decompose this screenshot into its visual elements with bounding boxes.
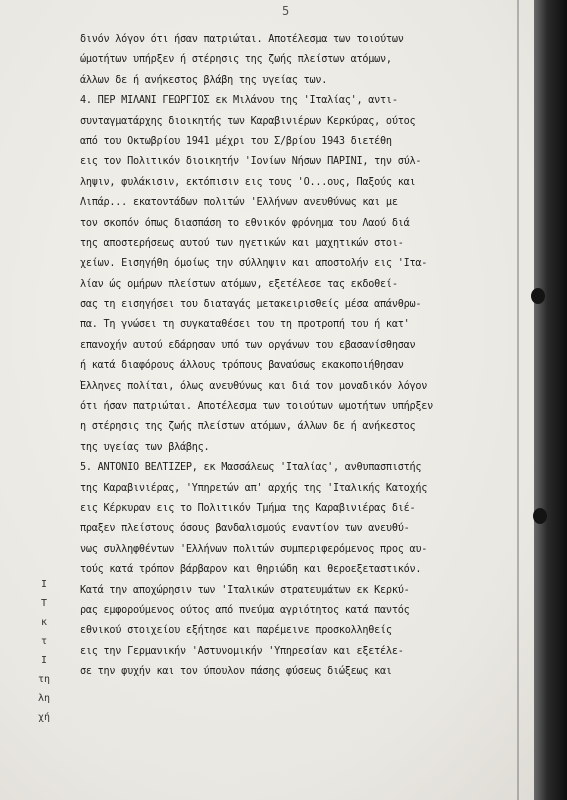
text-line: της αποστερήσεως αυτού των ηγετικών και μαχητικών στοι- xyxy=(80,237,404,249)
margin-note: Τ xyxy=(40,598,48,609)
margin-note: χή xyxy=(37,712,51,723)
text-line: τούς κατά τρόπον βάρβαρον και θηριώδη και θεροεξεταστικόν. xyxy=(80,564,422,576)
page-number: 5 xyxy=(282,4,290,18)
text-line: εις τον Πολιτικόν διοικητήν 'Ιονίων Νήσων ΠΑΡΙΝΙ, την σύλ- xyxy=(80,156,422,168)
text-line: της υγείας των βλάβης. xyxy=(80,441,210,453)
text-line: νως συλληφθέντων 'Ελλήνων πολιτών συμπεριφερόμενος προς αυ- xyxy=(80,543,428,555)
document-body xyxy=(80,30,500,683)
text-line: η στέρησις της ζωής πλείστων ατόμων, άλλων δε ή ανήκεστος xyxy=(80,421,416,433)
margin-note: κ xyxy=(40,617,48,628)
text-line: πα. Τη γνώσει τη συγκαταθέσει του τη προτροπή του ή κατ' xyxy=(80,319,410,331)
text-line: εθνικού στοιχείου εξήτησε και παρέμεινε προσκολληθείς xyxy=(80,625,392,637)
margin-note: λη xyxy=(37,693,51,704)
text-line: της Καραβινιέρας, 'Υπηρετών απ' αρχής της 'Ιταλικής Κατοχής xyxy=(80,482,428,494)
text-line: άλλων δε ή ανήκεστος βλάβη της υγείας των. xyxy=(80,74,328,86)
margin-note: Ι xyxy=(40,655,48,666)
text-line: πραξεν πλείστους όσους βανδαλισμούς εναντίον των ανευθύ- xyxy=(80,523,410,535)
scan-fold-line xyxy=(517,0,519,800)
text-line: εις την Γερμανικήν 'Αστυνομικήν 'Υπηρεσίαν και εξετέλε- xyxy=(80,645,404,657)
text-line: Έλληνες πολίται, όλως ανευθύνως και διά τον μοναδικόν λόγον xyxy=(80,380,428,392)
margin-note: Ι xyxy=(40,579,48,590)
text-line: σας τη εισηγήσει του διαταγάς μετακειρισθείς μέσα απάνθρω- xyxy=(80,299,422,311)
text-line: ώμοτήτων υπήρξεν ή στέρησις της ζωής πλείστων ατόμων, xyxy=(80,54,392,66)
text-line: 4. ΠΕΡ ΜΙΛΑΝΙ ΓΕΩΡΓΙΟΣ εκ Μιλάνου της 'Ιταλίας', αντι- xyxy=(80,95,398,107)
scan-edge xyxy=(534,0,567,800)
text-line: Κατά την αποχώρησιν των 'Ιταλικών στρατευμάτων εκ Κερκύ- xyxy=(80,584,410,596)
text-line: χείων. Εισηγήθη όμοίως την σύλληψιν και αποστολήν εις 'Ιτα- xyxy=(80,258,428,270)
text-line: τον σκοπόν όπως διασπάση το εθνικόν φρόνημα του Λαού διά xyxy=(80,217,410,229)
text-line: από του Οκτωβρίου 1941 μέχρι του Σ/βρίου 1943 διετέθη xyxy=(80,135,392,147)
punch-hole xyxy=(533,508,547,524)
text-line: ληψιν, φυλάκισιν, εκτόπισιν εις τους 'Ο...ους, Παξούς και xyxy=(80,176,416,188)
text-line: σε την φυχήν και τον ύπουλον πάσης φύσεως διώξεως και xyxy=(80,666,392,678)
text-line: ή κατά διαφόρους άλλους τρόπους βαναύσως εκακοποιήθησαν xyxy=(80,360,404,372)
text-line: εις Κέρκυραν εις το Πολιτικόν Τμήμα της Καραβινιέρας διέ- xyxy=(80,502,416,514)
margin-notes xyxy=(36,575,52,727)
text-line: Λιπάρ... εκατοντάδων πολιτών 'Ελλήνων ανευθύνως και με xyxy=(80,197,398,209)
text-line: επανοχήν αυτού εδάρησαν υπό των οργάνων του εβασανίσθησαν xyxy=(80,339,416,351)
text-line: δινόν λόγον ότι ήσαν πατριώται. Αποτέλεσμα των τοιούτων xyxy=(80,34,404,45)
punch-hole xyxy=(531,288,545,304)
margin-note: τη xyxy=(37,674,51,685)
text-line: 5. ΑΝΤΟΝΙΟ ΒΕΛΤΙΖΕΡ, εκ Μασσάλεως 'Ιταλίας', ανθυπασπιστής xyxy=(80,462,422,474)
text-line: συνταγματάρχης διοικητής των Καραβινιέρων Κερκύρας, ούτος xyxy=(80,115,416,127)
margin-note: τ xyxy=(40,636,48,647)
text-line: ρας εμφορούμενος ούτος από πνεύμα αγριότητος κατά παντός xyxy=(80,604,410,616)
text-line: ότι ήσαν πατριώται. Αποτέλεσμα των τοιούτων ωμοτήτων υπήρξεν xyxy=(80,401,434,413)
text-line: λίαν ώς ομήρων πλείστων ατόμων, εξετέλεσε τας εκδοθεί- xyxy=(80,278,398,290)
